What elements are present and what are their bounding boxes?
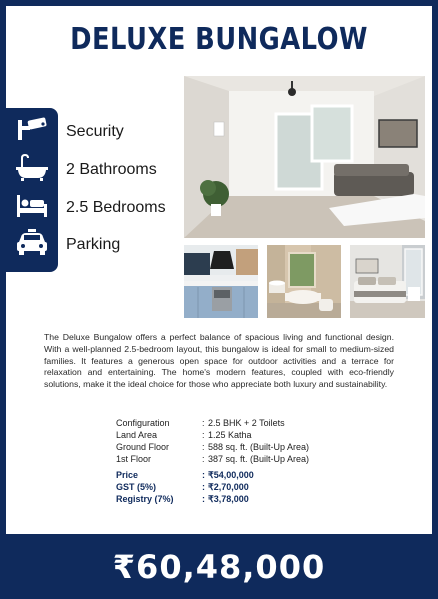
spec-key: Configuration	[116, 418, 170, 428]
spec-key: 1st Floor	[116, 454, 152, 464]
gst-colon: :	[202, 482, 205, 492]
registry-value: ₹3,78,000	[208, 494, 249, 504]
bathtub-icon	[14, 153, 50, 181]
gst-key: GST (5%)	[116, 482, 157, 492]
spec-colon: :	[202, 454, 205, 464]
amenity-parking-label: Parking	[66, 236, 121, 253]
spec-value: 387 sq. ft. (Built-Up Area)	[208, 454, 310, 464]
price-colon: :	[202, 470, 205, 480]
total-price: ₹60,48,000	[112, 548, 326, 586]
spec-value: 2.5 BHK + 2 Toilets	[208, 418, 285, 428]
spec-key: Land Area	[116, 430, 158, 440]
spec-colon: :	[202, 418, 205, 428]
spec-colon: :	[202, 442, 205, 452]
gst-value: ₹2,70,000	[208, 482, 249, 492]
amenity-bathrooms-label: 2 Bathrooms	[66, 161, 157, 178]
living-room-photo	[184, 76, 425, 238]
spec-key: Ground Floor	[116, 442, 170, 452]
spec-value: 1.25 Katha	[208, 430, 252, 440]
page-title: DELUXE BUNGALOW	[70, 22, 368, 57]
spec-value: 588 sq. ft. (Built-Up Area)	[208, 442, 310, 452]
bathroom-photo	[267, 245, 341, 318]
registry-colon: :	[202, 494, 205, 504]
price-value: ₹54,00,000	[208, 470, 254, 480]
property-description: The Deluxe Bungalow offers a perfect balance of spacious living and functional design. With a well-planned 2.5-bedroom layout, this bungalow is ideal for small to medium-sized families. It features a generous open space for outdoor activities and a terrace for relaxation and entertaining. The home's modern features, coupled with eco-friendly solutions, make it the ideal choice for those who appreciate both luxury and sustainability.	[44, 332, 394, 390]
spec-colon: :	[202, 430, 205, 440]
car-icon	[14, 229, 50, 257]
bedroom-photo	[350, 245, 425, 318]
amenity-bedrooms-label: 2.5 Bedrooms	[66, 199, 166, 216]
cctv-camera-icon	[14, 116, 50, 144]
kitchen-photo	[184, 245, 258, 318]
registry-key: Registry (7%)	[116, 494, 174, 504]
price-key: Price	[116, 470, 139, 480]
bed-icon	[14, 192, 50, 220]
amenity-security-label: Security	[66, 123, 124, 140]
